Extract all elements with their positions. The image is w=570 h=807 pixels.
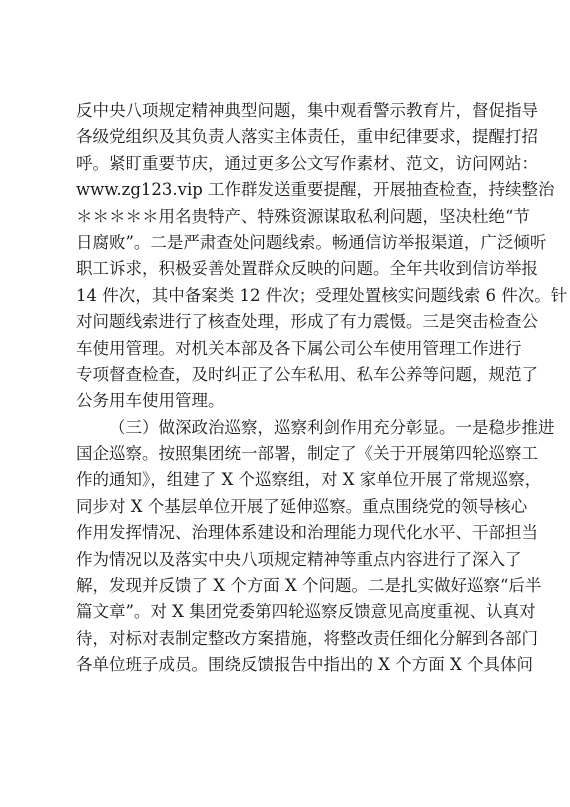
document-body-text: [76, 98, 568, 679]
text-line: 解，发现并反馈了 X 个方面 X 个问题。二是扎实做好巡察“后半: [76, 576, 542, 596]
text-line: 日腐败”。二是严肃查处问题线索。畅通信访举报渠道，广泛倾听: [76, 232, 547, 252]
text-line: 各单位班子成员。围绕反馈报告中指出的 X 个方面 X 个具体问: [76, 655, 533, 675]
text-line: 各级党组织及其负责人落实主体责任，重申纪律要求，提醒打招: [76, 127, 538, 147]
text-line: 对问题线索进行了核查处理，形成了有力震慑。三是突击检查公: [76, 312, 538, 332]
text-line: 作为情况以及落实中央八项规定精神等重点内容进行了深入了: [76, 549, 522, 569]
text-line: 作的通知》，组建了 X 个巡察组，对 X 家单位开展了常规巡察，: [76, 470, 542, 490]
text-line: 篇文章”。对 X 集团党委第四轮巡察反馈意见高度重视、认真对: [76, 602, 536, 622]
text-line: 车使用管理。对机关本部及各下属公司公车使用管理工作进行: [76, 338, 522, 358]
text-line: （三）做深政治巡察，巡察利剑作用充分彰显。一是稳步推进: [109, 417, 555, 437]
text-line: 待，对标对表制定整改方案措施，将整改责任细化分解到各部门: [76, 628, 538, 648]
text-line: 反中央八项规定精神典型问题，集中观看警示教育片，督促指导: [76, 101, 538, 120]
text-line: 公务用车使用管理。: [76, 391, 225, 411]
text-line: ＊＊＊＊＊用名贵特产、特殊资源谋取私利问题，坚决杜绝“节: [76, 206, 530, 226]
text-line: 专项督查检查，及时纠正了公车私用、私车公养等问题，规范了: [76, 364, 538, 384]
text-line: www.zg123.vip 工作群发送重要提醒，开展抽查检查，持续整治: [76, 180, 555, 200]
text-line: 呼。紧盯重要节庆，通过更多公文写作素材、范文，访问网站：: [76, 153, 538, 173]
text-line: 同步对 X 个基层单位开展了延伸巡察。重点围绕党的领导核心: [76, 496, 528, 516]
text-line: 14 件次，其中备案类 12 件次；受理处置核实问题线索 6 件次。针: [76, 285, 568, 305]
text-line: 作用发挥情况、治理体系建设和治理能力现代化水平、干部担当: [76, 523, 538, 543]
text-line: 职工诉求，积极妥善处置群众反映的问题。全年共收到信访举报: [76, 259, 538, 279]
text-line: 国企巡察。按照集团统一部署，制定了《关于开展第四轮巡察工: [76, 444, 538, 464]
